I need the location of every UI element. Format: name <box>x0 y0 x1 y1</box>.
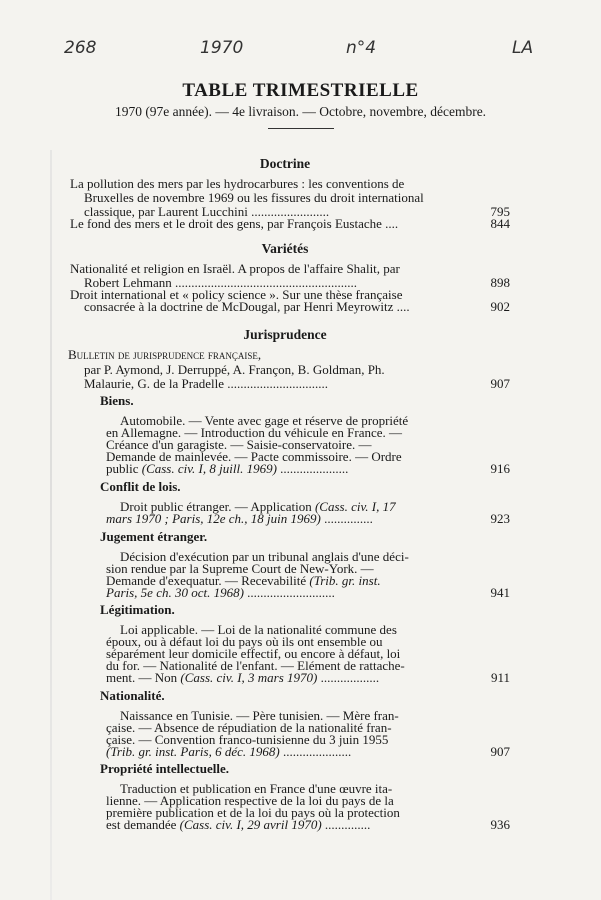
handwritten-note-3: n°4 <box>346 38 377 58</box>
page-number: 898 <box>490 275 510 290</box>
subsection-heading: Jugement étranger. <box>100 529 208 544</box>
page-number: 907 <box>490 744 510 759</box>
entry-line: Robert Lehmann ........................................................ <box>84 275 357 290</box>
entry-line: séparément leur domicile effectif, ou encore à défaut, loi <box>106 646 401 661</box>
entry-line: en Allemagne. — Introduction du véhicule en France. — <box>106 425 403 440</box>
entry-line: lienne. — Application respective de la loi du pays de la <box>106 793 394 808</box>
entry-line: classique, par Laurent Lucchini ........................ <box>84 204 330 219</box>
entry-text: Demande d'exequatur. — Recevabilité <box>106 573 310 588</box>
section-heading-doctrine: Doctrine <box>259 156 311 171</box>
page-number: 902 <box>490 299 510 314</box>
entry-line: Loi applicable. — Loi de la nationalité commune des <box>120 622 397 637</box>
subsection-heading: Nationalité. <box>100 688 165 703</box>
entry-line: par P. Aymond, J. Derruppé, A. Françon, B. Goldman, Ph. <box>84 362 385 377</box>
entry-line: Nationalité et religion en Israël. A propos de l'affaire Shalit, par <box>70 261 400 276</box>
leader-dots: ............... <box>320 511 373 526</box>
citation: (Trib. gr. inst. Paris, 6 déc. 1968) <box>106 744 280 759</box>
entry-line: Malaurie, G. de la Pradelle ............................... <box>84 376 329 391</box>
subsection-heading: Légitimation. <box>100 602 175 617</box>
entry-line: consacrée à la doctrine de McDougal, par Henri Meyrowitz .... <box>84 299 410 314</box>
entry-line <box>106 586 335 600</box>
entry-line: Le fond des mers et le droit des gens, par François Eustache .... <box>70 216 399 231</box>
citation: (Cass. civ. I, 29 avril 1970) <box>179 817 322 832</box>
handwritten-note-4: LA <box>512 38 534 58</box>
leader-dots: ..................... <box>279 744 352 759</box>
citation: (Trib. gr. inst. <box>309 573 381 588</box>
citation: Paris, 5e ch. 30 oct. 1968) <box>106 585 244 600</box>
entry-text: public <box>106 461 142 476</box>
citation: (Cass. civ. I, 17 <box>314 499 396 514</box>
page-number: 923 <box>490 511 510 526</box>
page-number: 916 <box>490 461 510 476</box>
leader-dots: ........................... <box>243 585 335 600</box>
handwritten-note-2: 1970 <box>200 38 244 58</box>
page-number: 911 <box>490 670 510 685</box>
leader-dots: .................. <box>317 670 380 685</box>
page-number: 795 <box>490 204 510 219</box>
subsection-heading: Propriété intellectuelle. <box>100 761 229 776</box>
page-number: 941 <box>490 585 510 600</box>
entry-line: Bulletin de jurisprudence française, <box>68 347 262 362</box>
entry-line: La pollution des mers par les hydrocarbures : les conventions de <box>70 176 405 191</box>
subsection-heading: Biens. <box>100 393 134 408</box>
title-rule <box>268 128 334 129</box>
citation: (Cass. civ. I, 3 mars 1970) <box>180 670 318 685</box>
citation: mars 1970 ; Paris, 12e ch., 18 juin 1969) <box>106 511 321 526</box>
entry-line: Demande de mainlevée. — Pacte commissoire. — Ordre <box>106 449 402 464</box>
entry-line: Droit international et « policy science ». Sur une thèse française <box>70 287 403 302</box>
page-number: 907 <box>490 376 510 391</box>
leader-dots: .............. <box>321 817 371 832</box>
handwritten-note-1: 268 <box>64 38 97 58</box>
entry-line: çaise. — Convention franco-tunisienne du 3 juin 1955 <box>106 732 389 747</box>
entry-line: Traduction et publication en France d'une œuvre ita- <box>120 781 393 796</box>
entry-line <box>106 671 379 685</box>
issue-subtitle: 1970 (97e année). — 4e livraison. — Octobre, novembre, décembre. <box>114 104 487 119</box>
page-crease <box>50 150 52 900</box>
section-heading-jurisprudence: Jurisprudence <box>243 327 327 342</box>
entry-line <box>106 462 348 476</box>
entry-line: çaise. — Absence de répudiation de la nationalité fran- <box>106 720 392 735</box>
page-number: 844 <box>490 216 510 231</box>
section-heading-varietes: Variétés <box>261 241 309 256</box>
page-number: 936 <box>490 817 510 832</box>
entry-line: Décision d'exécution par un tribunal anglais d'une déci- <box>120 549 409 564</box>
entry-line <box>106 512 373 526</box>
entry-line: époux, ou à défaut loi du pays où ils ont ensemble ou <box>106 634 383 649</box>
entry-line: Bruxelles de novembre 1969 ou les fissures du droit international <box>84 190 424 205</box>
entry-line <box>106 745 351 759</box>
entry-text: ment. — Non <box>106 670 181 685</box>
entry-text: Droit public étranger. — Application <box>120 499 315 514</box>
leader-dots: ..................... <box>276 461 349 476</box>
entry-line: Naissance en Tunisie. — Père tunisien. — Mère fran- <box>120 708 399 723</box>
entry-line: du for. — Nationalité de l'enfant. — Elément de rattache- <box>106 658 405 673</box>
entry-line <box>106 818 370 832</box>
entry-line: Automobile. — Vente avec gage et réserve de propriété <box>120 413 409 428</box>
entry-line: sion rendue par la Supreme Court de New-York. — <box>106 561 374 576</box>
entry-line: Créance d'un garagiste. — Saisie-conservatoire. — <box>106 437 372 452</box>
entry-text: est demandée <box>106 817 180 832</box>
page-title: TABLE TRIMESTRIELLE <box>182 80 419 101</box>
subsection-heading: Conflit de lois. <box>100 479 181 494</box>
citation: (Cass. civ. I, 8 juill. 1969) <box>141 461 277 476</box>
entry-line: première publication et de la loi du pays où la protection <box>106 805 400 820</box>
